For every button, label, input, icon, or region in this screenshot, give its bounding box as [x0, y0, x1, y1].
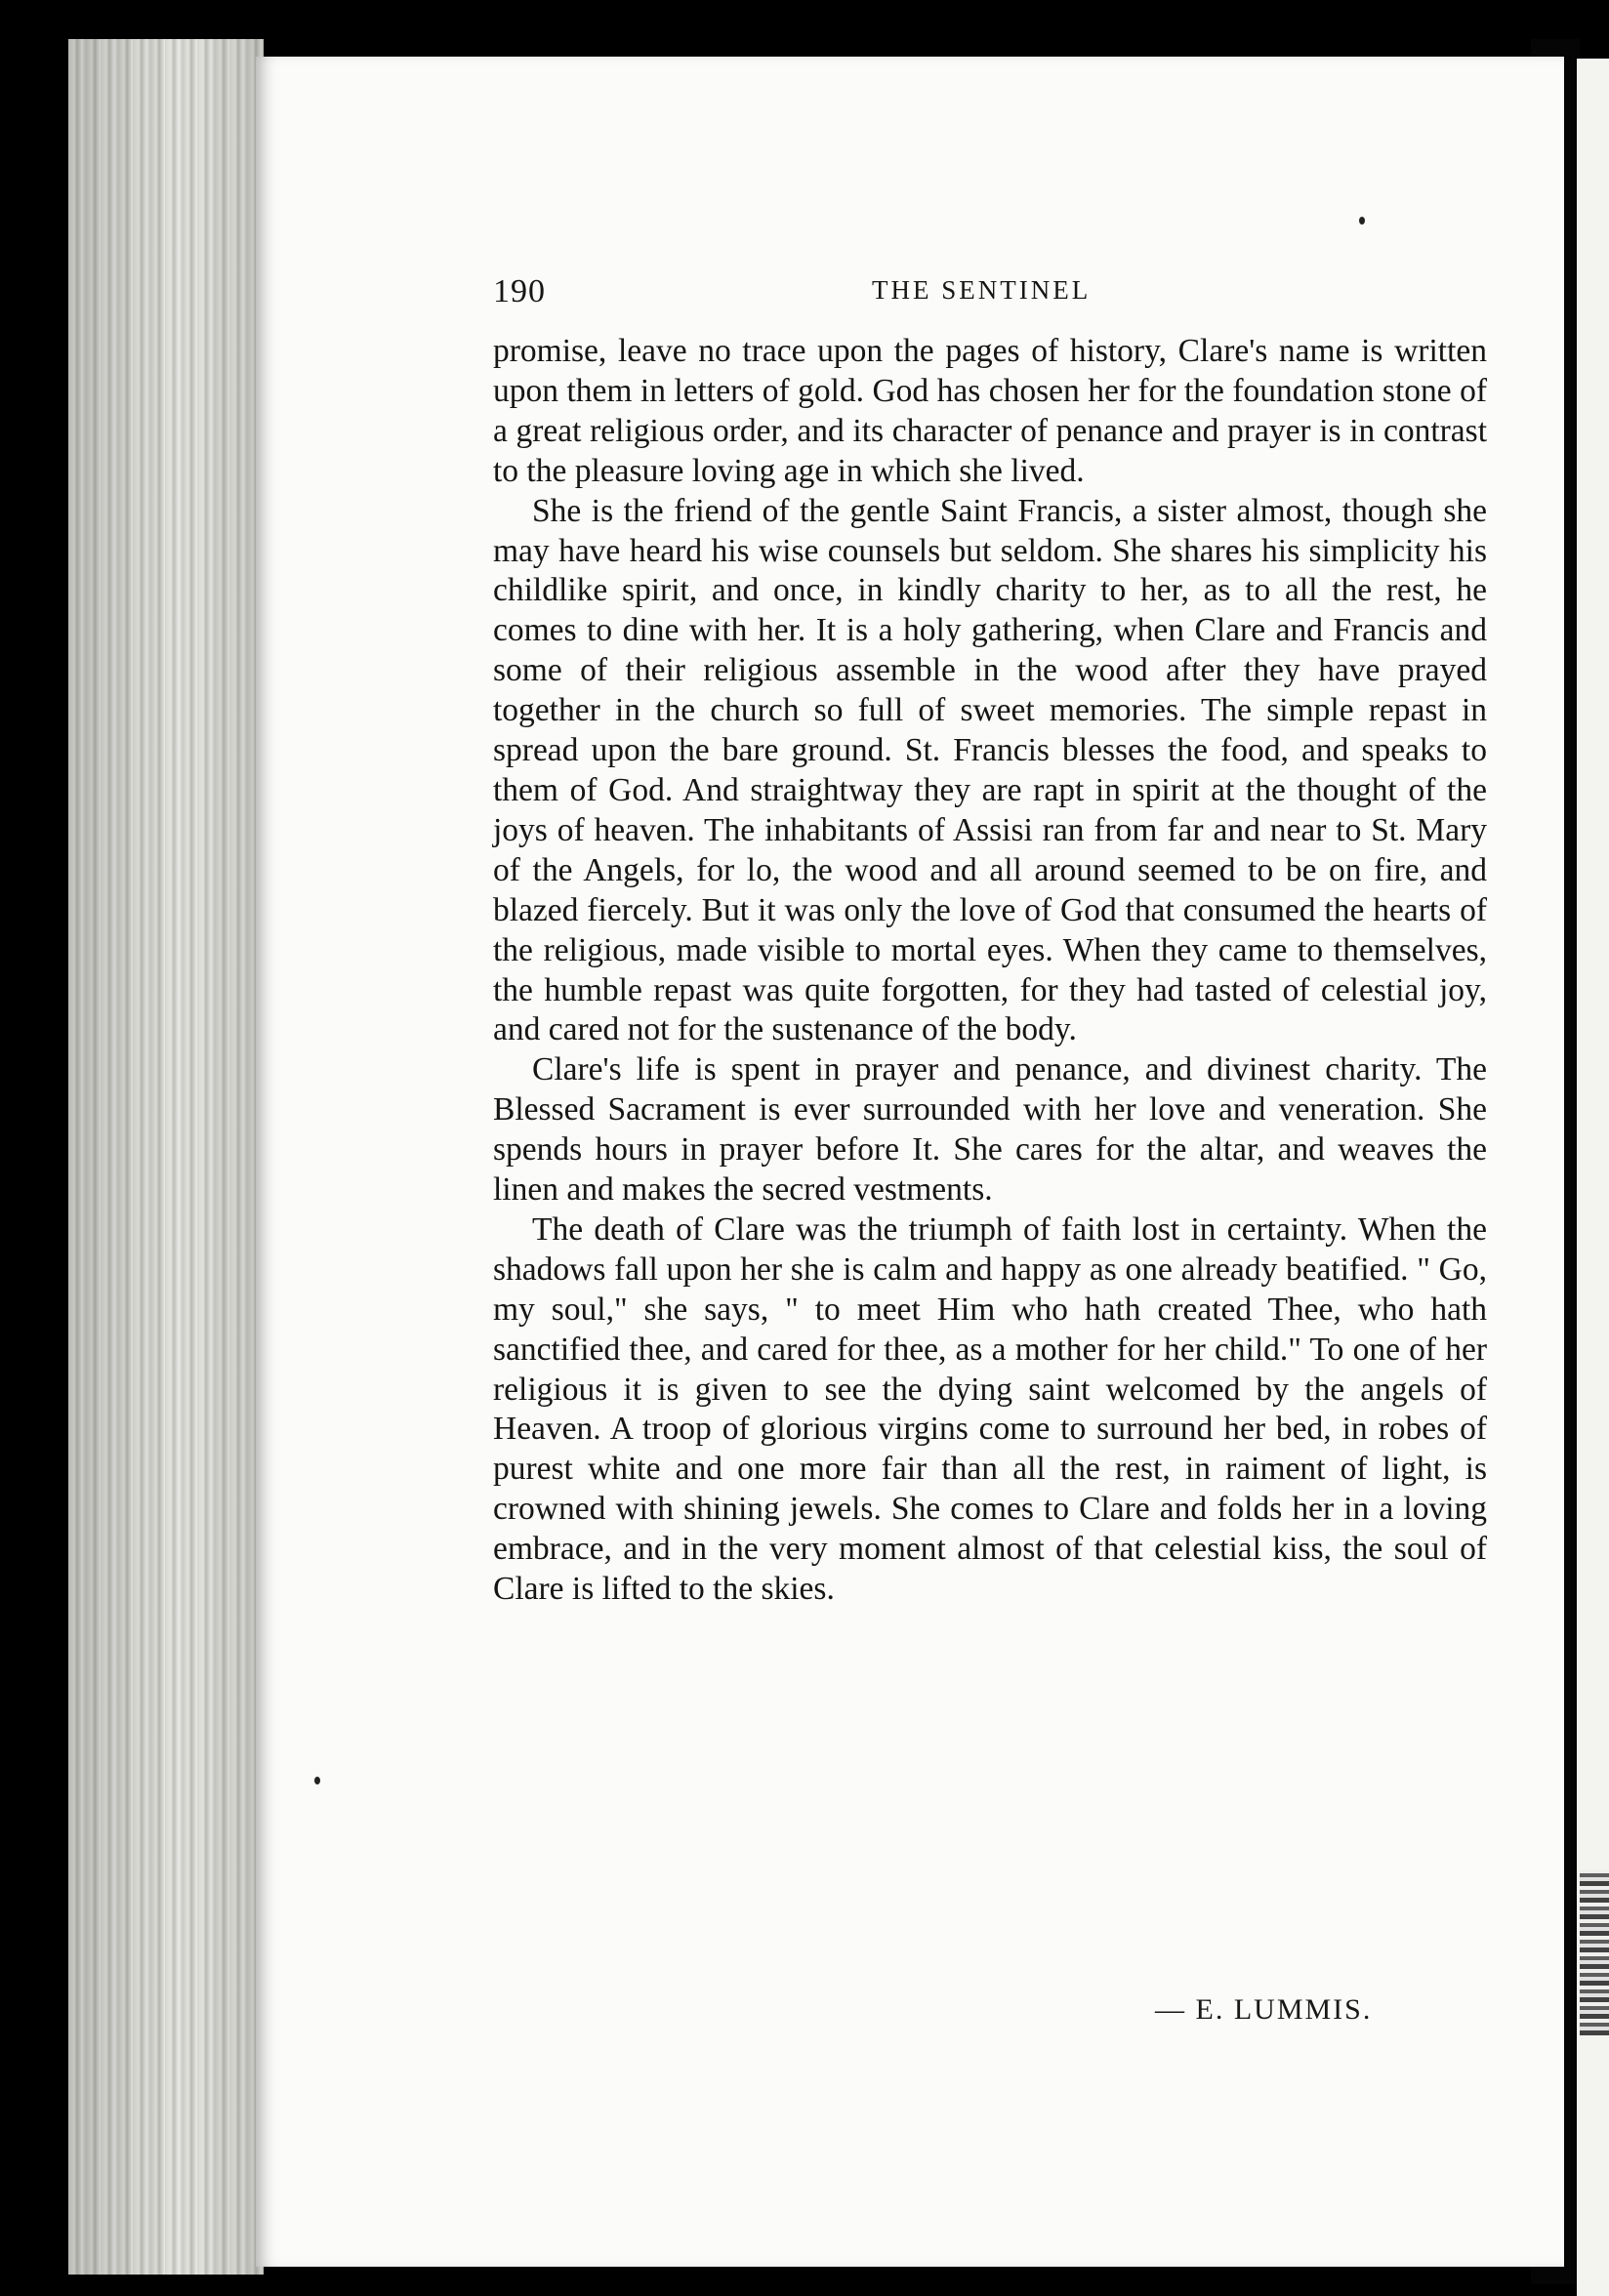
- page-edges-shading: [68, 39, 264, 2275]
- adjacent-page-ornament: [1580, 1869, 1609, 2035]
- ink-speck: [1359, 217, 1365, 225]
- page-number: 190: [493, 273, 546, 309]
- paragraph: She is the friend of the gentle Saint Francis, a sister almost, though she may have heard his wise counsels but seldom. She shares his simplicity his childlike spirit, and once, in kindly charity to her, as to all the rest, he comes to dine with her. It is a holy gathering, when Clare and Francis and some of their religious assemble in the wood after they have prayed together in the church so full of sweet memories. The simple repast in spread upon the bare ground. St. Francis blesses the food, and speaks to them of God. And straightway they are rapt in spirit at the thought of the joys of heaven. The inhabitants of Assisi ran from far and near to St. Mary of the Angels, for lo, the wood and all around seemed to be on fire, and blazed fiercely. But it was only the love of God that consumed the hearts of the religious, made visible to mortal eyes. When they came to themselves, the humble repast was quite forgotten, for they had tasted of celestial joy, and cared not for the sustenance of the body.: [493, 492, 1487, 1048]
- article-body: [493, 332, 1487, 1610]
- paragraph: promise, leave no trace upon the pages of history, Clare's name is written upon them in letters of gold. God has chosen her for the foundation stone of a great religious order, and its character of penance and prayer is in contrast to the pleasure loving age in which she lived.: [493, 333, 1487, 489]
- ink-speck: [314, 1777, 320, 1784]
- running-head: THE SENTINEL: [872, 275, 1092, 305]
- author-signature: — E. LUMMIS.: [1155, 1993, 1373, 2026]
- paragraph: Clare's life is spent in prayer and penance, and divinest charity. The Blessed Sacrament is ever surrounded with her love and veneration. She spends hours in prayer before It. She cares for the altar, and weaves the linen and makes the secred vestments.: [493, 1051, 1487, 1209]
- paragraph: The death of Clare was the triumph of faith lost in certainty. When the shadows fall upon her she is calm and happy as one already beatified. " Go, my soul," she says, " to meet Him who hath created Thee, who hath sanctified thee, and cared for thee, as a mother for her child." To one of her religious it is given to see the dying saint welcomed by the angels of Heaven. A troop of glorious virgins come to surround her bed, in robes of purest white and one more fair than all the rest, in raiment of light, is crowned with shining jewels. She comes to Clare and folds her in a loving embrace, and in the very moment almost of that celestial kiss, the soul of Clare is lifted to the skies.: [493, 1210, 1487, 1608]
- page-header: [493, 273, 1489, 312]
